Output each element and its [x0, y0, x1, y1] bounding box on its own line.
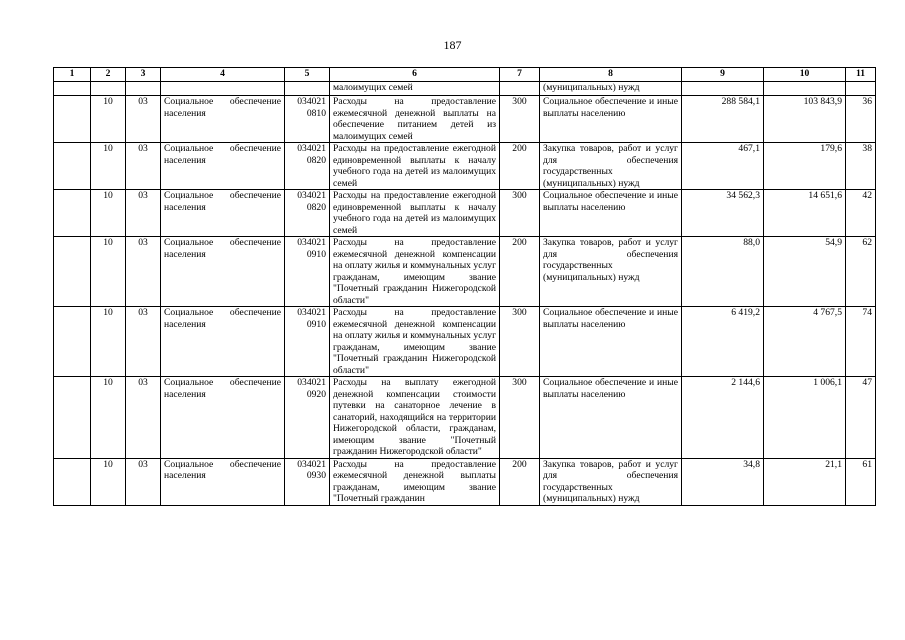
section-code: 10 — [91, 237, 126, 307]
execution-percent: 36 — [846, 96, 876, 143]
table-cell — [54, 82, 91, 96]
executed-amount: 14 651,6 — [764, 190, 846, 237]
planned-amount: 467,1 — [682, 143, 764, 190]
expense-description: Расходы на предоставление ежегодной единовременной выплаты к началу учебного года на детей из малоимущих семей — [330, 190, 500, 237]
column-header: 11 — [846, 68, 876, 82]
table-row — [54, 190, 876, 237]
row-number — [54, 237, 91, 307]
row-number — [54, 307, 91, 377]
table-cell — [126, 82, 161, 96]
column-header: 7 — [500, 68, 540, 82]
column-header: 1 — [54, 68, 91, 82]
target-article-code: 034021 0820 — [285, 190, 330, 237]
expense-type: Социальное обеспечение и иные выплаты населению — [540, 190, 682, 237]
row-number — [54, 143, 91, 190]
planned-amount: 2 144,6 — [682, 377, 764, 459]
table-cell — [764, 82, 846, 96]
expense-type-code: 200 — [500, 458, 540, 505]
table-cell — [91, 82, 126, 96]
table-cell — [682, 82, 764, 96]
header-row — [54, 68, 876, 82]
table-row — [54, 96, 876, 143]
subsection-code: 03 — [126, 307, 161, 377]
expense-type-code: 300 — [500, 307, 540, 377]
column-header: 4 — [161, 68, 285, 82]
execution-percent: 47 — [846, 377, 876, 459]
row-number — [54, 96, 91, 143]
table-cell — [285, 82, 330, 96]
expense-type-code: 200 — [500, 143, 540, 190]
subsection-code: 03 — [126, 190, 161, 237]
planned-amount: 34,8 — [682, 458, 764, 505]
execution-percent: 42 — [846, 190, 876, 237]
column-header: 10 — [764, 68, 846, 82]
expense-description: Расходы на выплату ежегодной денежной компенсации стоимости путевки на санаторное лечение в санаторий, находящийся на территории Нижегородской области, гражданам, имеющим звание "Почетный гражданин Нижегородской области" — [330, 377, 500, 459]
planned-amount: 288 584,1 — [682, 96, 764, 143]
row-number — [54, 190, 91, 237]
subsection-name: Социальное обеспечение населения — [161, 377, 285, 459]
executed-amount: 4 767,5 — [764, 307, 846, 377]
subsection-name: Социальное обеспечение населения — [161, 96, 285, 143]
subsection-name: Социальное обеспечение населения — [161, 458, 285, 505]
subsection-name: Социальное обеспечение населения — [161, 190, 285, 237]
section-code: 10 — [91, 143, 126, 190]
expense-description: малоимущих семей — [330, 82, 500, 96]
column-header: 3 — [126, 68, 161, 82]
expense-type: Закупка товаров, работ и услуг для обеспечения государственных (муниципальных) нужд — [540, 458, 682, 505]
subsection-code: 03 — [126, 96, 161, 143]
executed-amount: 103 843,9 — [764, 96, 846, 143]
expense-type: (муниципальных) нужд — [540, 82, 682, 96]
planned-amount: 34 562,3 — [682, 190, 764, 237]
expense-description: Расходы на предоставление ежемесячной денежной компенсации на оплату жилья и коммунальных услуг гражданам, имеющим звание "Почетный гражданин Нижегородской области" — [330, 307, 500, 377]
table-row — [54, 458, 876, 505]
target-article-code: 034021 0810 — [285, 96, 330, 143]
target-article-code: 034021 0930 — [285, 458, 330, 505]
section-code: 10 — [91, 96, 126, 143]
subsection-code: 03 — [126, 458, 161, 505]
expense-type: Закупка товаров, работ и услуг для обеспечения государственных (муниципальных) нужд — [540, 143, 682, 190]
expense-type: Социальное обеспечение и иные выплаты населению — [540, 377, 682, 459]
section-code: 10 — [91, 458, 126, 505]
execution-percent: 74 — [846, 307, 876, 377]
target-article-code: 034021 0910 — [285, 237, 330, 307]
executed-amount: 21,1 — [764, 458, 846, 505]
column-header: 2 — [91, 68, 126, 82]
table-cell — [846, 82, 876, 96]
column-header: 8 — [540, 68, 682, 82]
page-number: 187 — [443, 38, 462, 52]
table-row — [54, 237, 876, 307]
column-header: 6 — [330, 68, 500, 82]
target-article-code: 034021 0910 — [285, 307, 330, 377]
section-code: 10 — [91, 307, 126, 377]
table-cell — [161, 82, 285, 96]
expense-description: Расходы на предоставление ежемесячной денежной компенсации на оплату жилья и коммунальных услуг гражданам, имеющим звание "Почетный гражданин Нижегородской области" — [330, 237, 500, 307]
expense-type-code: 300 — [500, 190, 540, 237]
planned-amount: 88,0 — [682, 237, 764, 307]
table-row — [54, 143, 876, 190]
expense-description: Расходы на предоставление ежемесячной денежной выплаты на обеспечение питанием детей из малоимущих семей — [330, 96, 500, 143]
table-row — [54, 307, 876, 377]
table-row — [54, 377, 876, 459]
column-header: 5 — [285, 68, 330, 82]
expense-type: Социальное обеспечение и иные выплаты населению — [540, 96, 682, 143]
subsection-code: 03 — [126, 377, 161, 459]
expense-type-code: 200 — [500, 237, 540, 307]
subsection-name: Социальное обеспечение населения — [161, 143, 285, 190]
continuation-row — [54, 82, 876, 96]
section-code: 10 — [91, 190, 126, 237]
execution-percent: 61 — [846, 458, 876, 505]
executed-amount: 54,9 — [764, 237, 846, 307]
expense-type-code: 300 — [500, 377, 540, 459]
executed-amount: 179,6 — [764, 143, 846, 190]
row-number — [54, 377, 91, 459]
expense-description: Расходы на предоставление ежегодной единовременной выплаты к началу учебного года на детей из малоимущих семей — [330, 143, 500, 190]
subsection-code: 03 — [126, 143, 161, 190]
subsection-code: 03 — [126, 237, 161, 307]
target-article-code: 034021 0820 — [285, 143, 330, 190]
expense-type-code: 300 — [500, 96, 540, 143]
expense-type: Социальное обеспечение и иные выплаты населению — [540, 307, 682, 377]
execution-percent: 38 — [846, 143, 876, 190]
column-header: 9 — [682, 68, 764, 82]
target-article-code: 034021 0920 — [285, 377, 330, 459]
row-number — [54, 458, 91, 505]
execution-percent: 62 — [846, 237, 876, 307]
subsection-name: Социальное обеспечение населения — [161, 237, 285, 307]
executed-amount: 1 006,1 — [764, 377, 846, 459]
subsection-name: Социальное обеспечение населения — [161, 307, 285, 377]
expense-description: Расходы на предоставление ежемесячной денежной выплаты гражданам, имеющим звание "Почетный гражданин — [330, 458, 500, 505]
expense-type: Закупка товаров, работ и услуг для обеспечения государственных (муниципальных) нужд — [540, 237, 682, 307]
planned-amount: 6 419,2 — [682, 307, 764, 377]
budget-table — [53, 67, 876, 506]
section-code: 10 — [91, 377, 126, 459]
table-cell — [500, 82, 540, 96]
